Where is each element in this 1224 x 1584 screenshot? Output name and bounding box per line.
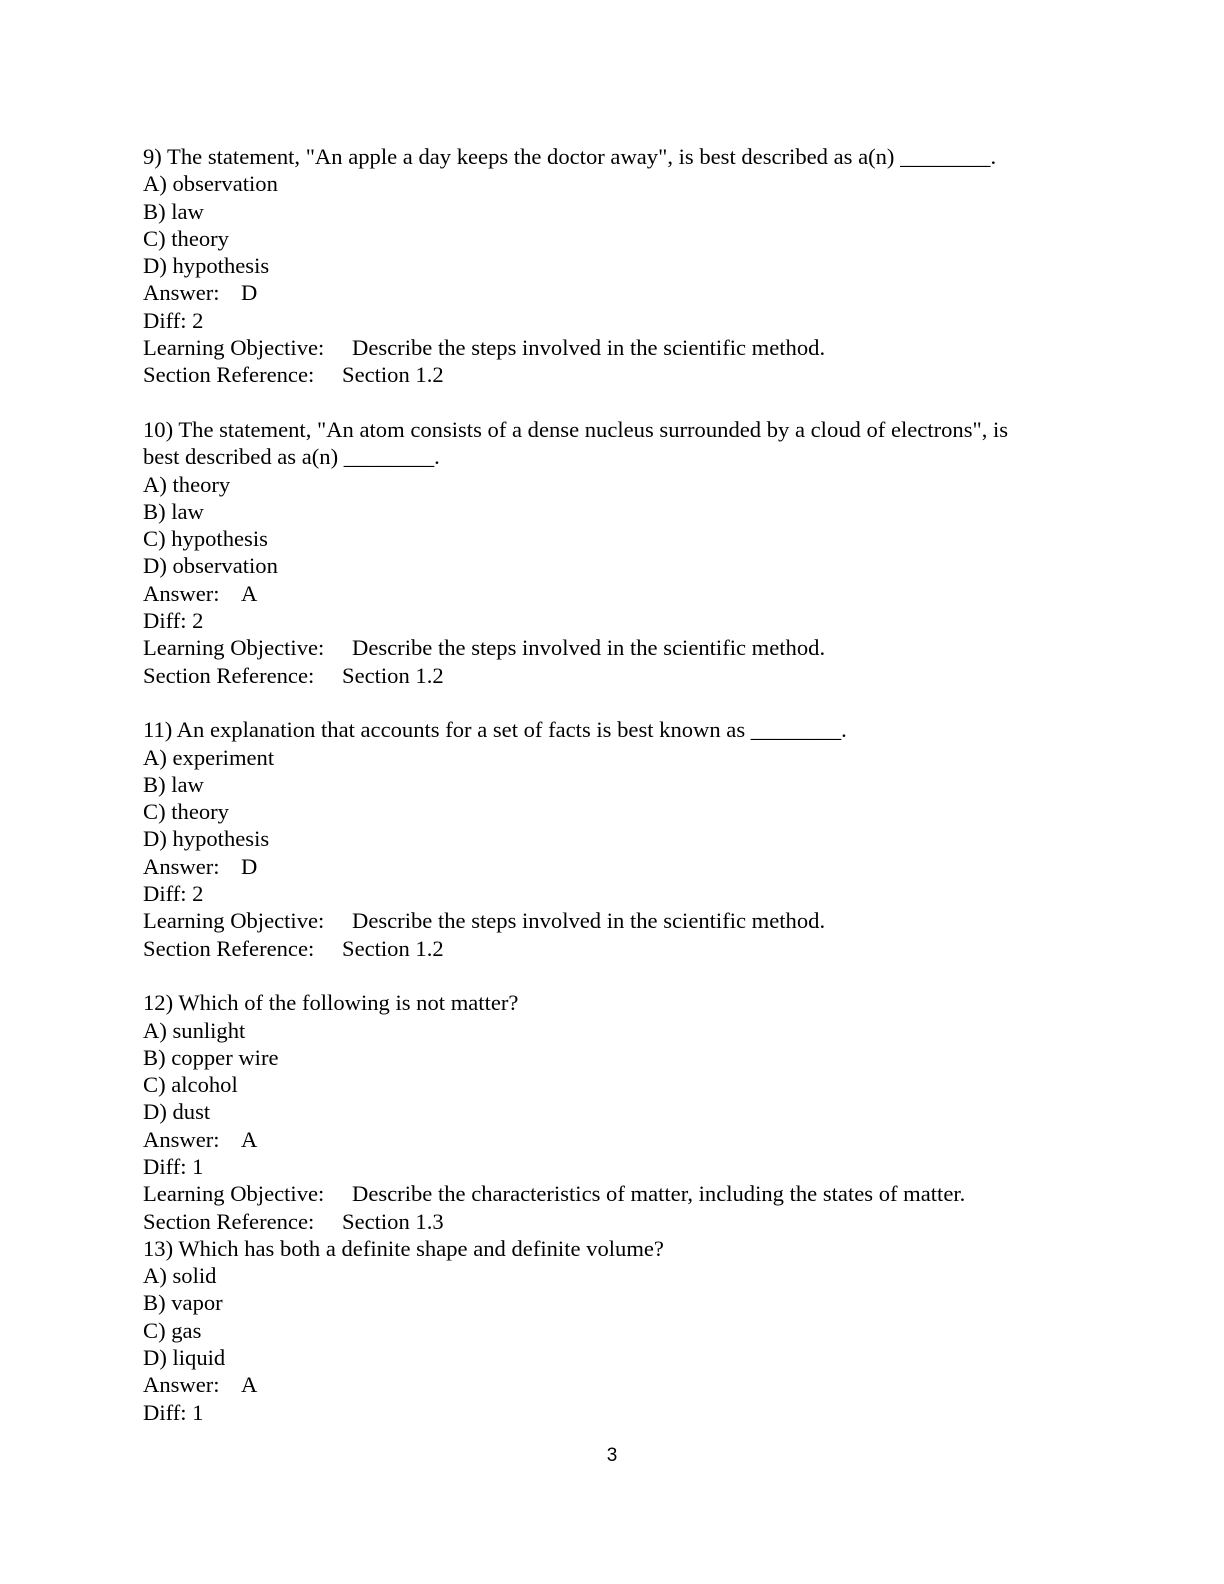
option-c: C) gas — [143, 1317, 202, 1343]
answer-line — [143, 279, 1103, 306]
question-stem-line-1: 10) The statement, "An atom consists of a dense nucleus surrounded by a cloud of electrons", is — [143, 416, 1009, 442]
section-reference-label: Section Reference: — [143, 935, 315, 961]
option-b: B) law — [143, 771, 204, 797]
learning-objective-label: Learning Objective: — [143, 908, 325, 934]
answer-value: D — [241, 280, 258, 306]
answer-line — [143, 1126, 1103, 1153]
answer-label: Answer: — [143, 1372, 220, 1398]
section-reference-label: Section Reference: — [143, 662, 315, 688]
option-b: B) law — [143, 198, 204, 224]
section-reference-label: Section Reference: — [143, 362, 315, 388]
answer-line — [143, 853, 1103, 880]
option-d: D) hypothesis — [143, 826, 270, 852]
learning-objective — [143, 634, 1103, 661]
option-d: D) dust — [143, 1099, 211, 1125]
question-stem: 9) The statement, "An apple a day keeps the doctor away", is best described as a(n) ________. — [143, 144, 997, 169]
answer-label: Answer: — [143, 1126, 220, 1152]
section-reference-value: Section 1.2 — [342, 662, 444, 688]
section-reference — [143, 935, 1103, 962]
spacer — [143, 389, 1103, 416]
section-reference — [143, 1208, 1103, 1235]
section-reference — [143, 361, 1103, 388]
question-11 — [143, 716, 1103, 962]
spacer — [143, 689, 1103, 716]
question-9 — [143, 143, 1103, 389]
option-c: C) theory — [143, 225, 229, 251]
section-reference — [143, 662, 1103, 689]
answer-value: A — [241, 1372, 258, 1398]
difficulty: Diff: 2 — [143, 881, 204, 907]
question-stem: 12) Which of the following is not matter? — [143, 990, 519, 1016]
learning-objective-label: Learning Objective: — [143, 335, 325, 361]
answer-line — [143, 1371, 1103, 1398]
difficulty: Diff: 1 — [143, 1399, 204, 1425]
difficulty: Diff: 2 — [143, 608, 204, 634]
page-number: 3 — [606, 1445, 618, 1466]
option-d: D) hypothesis — [143, 253, 270, 279]
learning-objective-value: Describe the steps involved in the scientific method. — [352, 335, 826, 361]
option-b: B) copper wire — [143, 1044, 279, 1070]
option-d: D) observation — [143, 553, 278, 579]
section-reference-value: Section 1.2 — [342, 362, 444, 388]
option-a: A) observation — [143, 171, 278, 197]
learning-objective — [143, 1180, 1103, 1207]
question-stem-line-2: best described as a(n) ________. — [143, 444, 440, 470]
answer-value: A — [241, 1126, 258, 1152]
section-reference-value: Section 1.2 — [342, 935, 444, 961]
option-b: B) vapor — [143, 1290, 223, 1316]
learning-objective-value: Describe the characteristics of matter, including the states of matter. — [352, 1181, 966, 1207]
learning-objective-value: Describe the steps involved in the scientific method. — [352, 908, 826, 934]
answer-label: Answer: — [143, 580, 220, 606]
question-stem: 13) Which has both a definite shape and definite volume? — [143, 1235, 664, 1261]
option-c: C) hypothesis — [143, 526, 268, 552]
answer-value: A — [241, 580, 258, 606]
option-a: A) solid — [143, 1263, 217, 1289]
spacer — [143, 962, 1103, 989]
question-13 — [143, 1235, 1103, 1426]
section-reference-value: Section 1.3 — [342, 1208, 444, 1234]
answer-value: D — [241, 853, 258, 879]
learning-objective-label: Learning Objective: — [143, 635, 325, 661]
question-stem: 11) An explanation that accounts for a set of facts is best known as ________. — [143, 717, 847, 743]
option-b: B) law — [143, 498, 204, 524]
option-a: A) experiment — [143, 744, 275, 770]
option-a: A) sunlight — [143, 1017, 246, 1043]
answer-line — [143, 580, 1103, 607]
option-c: C) alcohol — [143, 1072, 238, 1098]
question-12 — [143, 989, 1103, 1235]
learning-objective-label: Learning Objective: — [143, 1181, 325, 1207]
answer-label: Answer: — [143, 280, 220, 306]
learning-objective — [143, 907, 1103, 934]
document-body — [143, 143, 1103, 1426]
difficulty: Diff: 1 — [143, 1153, 204, 1179]
learning-objective — [143, 334, 1103, 361]
section-reference-label: Section Reference: — [143, 1208, 315, 1234]
question-10 — [143, 416, 1103, 689]
option-d: D) liquid — [143, 1345, 226, 1371]
answer-label: Answer: — [143, 853, 220, 879]
difficulty: Diff: 2 — [143, 307, 204, 333]
option-c: C) theory — [143, 799, 229, 825]
option-a: A) theory — [143, 471, 231, 497]
learning-objective-value: Describe the steps involved in the scientific method. — [352, 635, 826, 661]
